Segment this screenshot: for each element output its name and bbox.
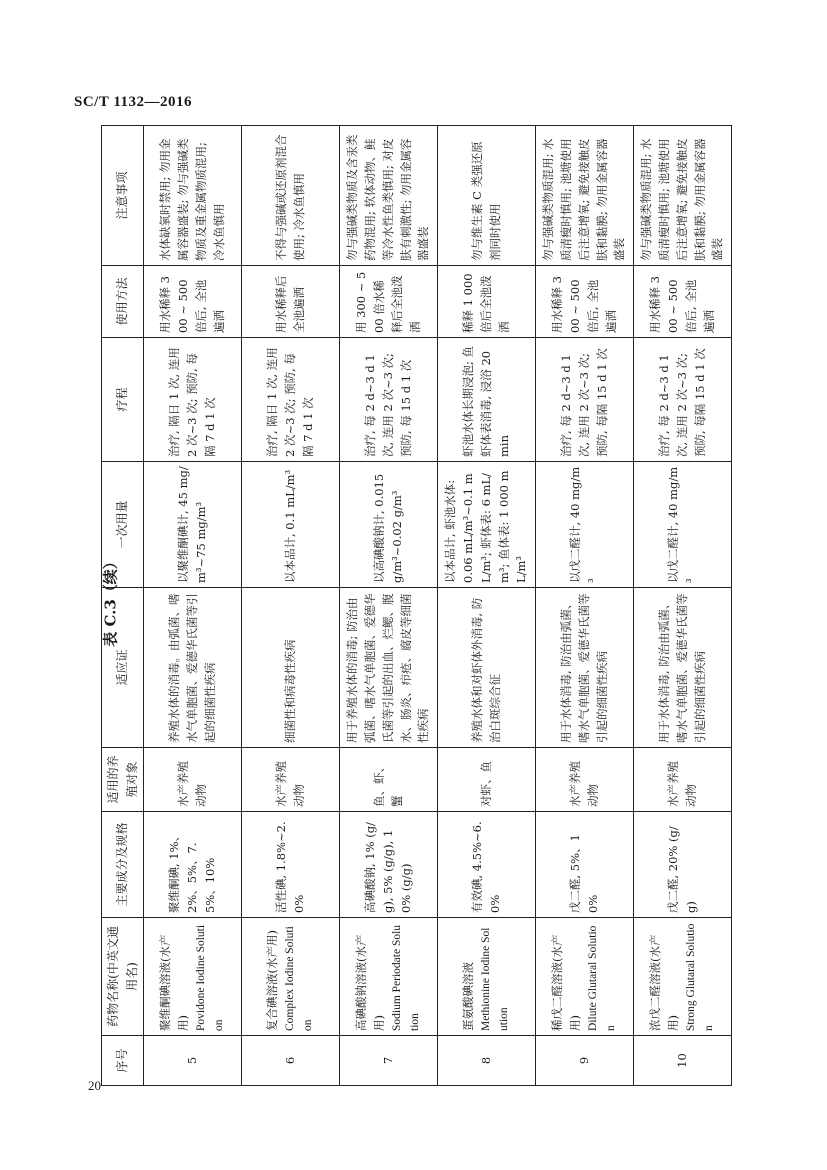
drug-name-en: Dilute Glutaral Solution [586,925,617,1031]
notes-cell: 勿与强碱类物质混用; 水质清瘦时慎用; 池塘使用后注意增氧; 避免接触皮肤和黏膜; 勿用金属容器盛装 [634,126,732,266]
column-header: 主要成分及规格 [102,812,144,918]
target-cell: 对虾、鱼 [438,748,536,812]
drug-name-cn: 浓戊二醛溶液(水产用) [648,934,680,1031]
drug-name-cell [536,918,634,1036]
ingredients-cell: 活性碘, 1.8%~2.0% [242,812,340,918]
notes-cell: 水体缺氧时禁用; 勿用金属容器盛装; 勿与强碱类物质及重金属物质混用; 冷水鱼慎用 [144,126,242,266]
course-cell: 治疗, 每 2 d~3 d 1 次, 连用 2 次~3 次; 预防, 每隔 15 d 1 次 [536,338,634,462]
ingredients-cell: 聚维酮碘, 1%、2%、5%、7.5%、10% [144,812,242,918]
table-header-row [102,126,144,1086]
method-cell: 用 300 ~ 500 倍水稀释后全池泼洒 [340,266,438,338]
drug-name-cell [438,918,536,1036]
drug-name-cn: 蛋氨酸碘溶液 [460,962,475,1031]
indication-cell: 用于水体消毒, 防治由弧菌、嗜水气单胞菌、爱德华氏菌等引起的细菌性疾病 [536,588,634,748]
drug-name-cell [242,918,340,1036]
column-header: 药物名称(中英文通用名) [102,918,144,1036]
dosage-cell: 以戊二醛计, 40 mg/m³ [536,462,634,588]
drug-name-en: Complex Iodine Solution [283,926,314,1031]
dosage-cell: 以本品计, 0.1 mL/m³ [242,462,340,588]
method-cell: 用水稀释后全池遍洒 [242,266,340,338]
ingredients-cell: 高碘酸钠, 1% (g/g), 5% (g/g), 10% (g/g) [340,812,438,918]
dosage-cell: 以聚维酮碘计, 45 mg/m³~75 mg/m³ [144,462,242,588]
row-number: 6 [242,1036,340,1086]
course-cell: 治疗, 隔日 1 次, 连用 2 次~3 次; 预防, 每隔 7 d 1 次 [144,338,242,462]
row-number: 8 [438,1036,536,1086]
ingredients-cell: 有效碘, 4.5%~6.0% [438,812,536,918]
method-cell: 用水稀释 300 ~ 500 倍后, 全池遍洒 [634,266,732,338]
target-cell: 水产养殖动物 [144,748,242,812]
row-number: 9 [536,1036,634,1086]
notes-cell: 勿与强碱类物质及含汞类药物混用; 软体动物、鲑等冷水性鱼类慎用; 对皮肤有刺激性; 勿用金属容器盛装 [340,126,438,266]
table-row [438,126,536,1086]
table-row [536,126,634,1086]
drug-name-cn: 高碘酸钠溶液(水产用) [354,934,386,1031]
indication-cell: 养殖水体的消毒。由弧菌、嗜水气单胞菌、爱德华氏菌等引起的细菌性疾病 [144,588,242,748]
table-caption: 表 C.3（续） [101,554,120,647]
target-cell: 水产养殖动物 [242,748,340,812]
course-cell: 虾池水体长期浸泡; 鱼虾体表消毒, 浸浴 20 min [438,338,536,462]
course-cell: 治疗, 每 2 d~3 d 1 次, 连用 2 次~3 次; 预防, 每隔 15 d 1 次 [634,338,732,462]
course-cell: 治疗, 隔日 1 次, 连用 2 次~3 次; 预防, 每隔 7 d 1 次 [242,338,340,462]
drug-name-cn: 聚维酮碘溶液(水产用) [158,934,190,1031]
column-header: 序号 [102,1036,144,1086]
rotated-table-wrapper [101,126,723,1086]
drug-name-en: Sodium Periodate Solution [390,924,421,1031]
table-row [634,126,732,1086]
drug-name-cell [340,918,438,1036]
target-cell: 水产养殖动物 [634,748,732,812]
drug-name-en: Povidone Iodine Solution [194,924,225,1031]
indication-cell: 用于水体消毒, 防治由弧菌、嗜水气单胞菌、爱德华氏菌等引起的细菌性疾病 [634,588,732,748]
medication-table [101,125,732,1086]
drug-name-en: Strong Glutaral Solution [684,923,715,1031]
method-cell: 稀释 1 000 倍后全池泼洒 [438,266,536,338]
indication-cell: 用于养殖水体的消毒; 防治由弧菌、嗜水气单胞菌、爱德华氏菌等引起的出血、烂鳃、腹水、肠炎、疖疮、腐皮等细菌性疾病 [340,588,438,748]
column-header: 适应证 [102,588,144,748]
target-cell: 水产养殖动物 [536,748,634,812]
indication-cell: 养殖水体和对虾体外消毒, 防治白斑综合征 [438,588,536,748]
column-header: 一次用量 [102,462,144,588]
notes-cell: 勿与维生素 C 类强还原剂同时使用 [438,126,536,266]
notes-cell: 不得与强碱或还原剂混合使用; 冷水鱼慎用 [242,126,340,266]
page-number: 20 [88,1078,101,1093]
table-row [340,126,438,1086]
column-header: 使用方法 [102,266,144,338]
method-cell: 用水稀释 300 ~ 500 倍后, 全池遍洒 [536,266,634,338]
ingredients-cell: 戊二醛, 20% (g/g) [634,812,732,918]
dosage-cell: 以戊二醛计, 40 mg/m³ [634,462,732,588]
drug-name-cn: 复合碘溶液(水产用) [264,930,279,1031]
drug-name-cell [634,918,732,1036]
indication-cell: 细菌性和病毒性疾病 [242,588,340,748]
standard-code: SC/T 1132—2016 [74,94,192,110]
dosage-cell: 以高碘酸钠计, 0.015 g/m³~0.02 g/m³ [340,462,438,588]
target-cell: 鱼、虾、蟹 [340,748,438,812]
notes-cell: 勿与强碱类物质混用; 水质清瘦时慎用; 池塘使用后注意增氧; 避免接触皮肤和黏膜; 勿用金属容器盛装 [536,126,634,266]
method-cell: 用水稀释 300 ~ 500 倍后, 全池遍洒 [144,266,242,338]
table-row [242,126,340,1086]
ingredients-cell: 戊二醛, 5%、10% [536,812,634,918]
dosage-cell: 以本品计, 虾池水体: 0.06 mL/m³~0.1 mL/m³; 虾体表: 6 mL/m³; 鱼体表: 1 000 mL/m³ [438,462,536,588]
drug-name-en: Methionine Iodine Solution [479,927,510,1031]
drug-name-cell [144,918,242,1036]
column-header: 适用的养殖对象 [102,748,144,812]
course-cell: 治疗, 每 2 d~3 d 1 次, 连用 2 次~3 次; 预防, 每 15 d 1 次 [340,338,438,462]
row-number: 5 [144,1036,242,1086]
column-header: 疗程 [102,338,144,462]
drug-name-cn: 稀戊二醛溶液(水产用) [550,934,582,1031]
column-header: 注意事项 [102,126,144,266]
row-number: 10 [634,1036,732,1086]
table-row [144,126,242,1086]
row-number: 7 [340,1036,438,1086]
